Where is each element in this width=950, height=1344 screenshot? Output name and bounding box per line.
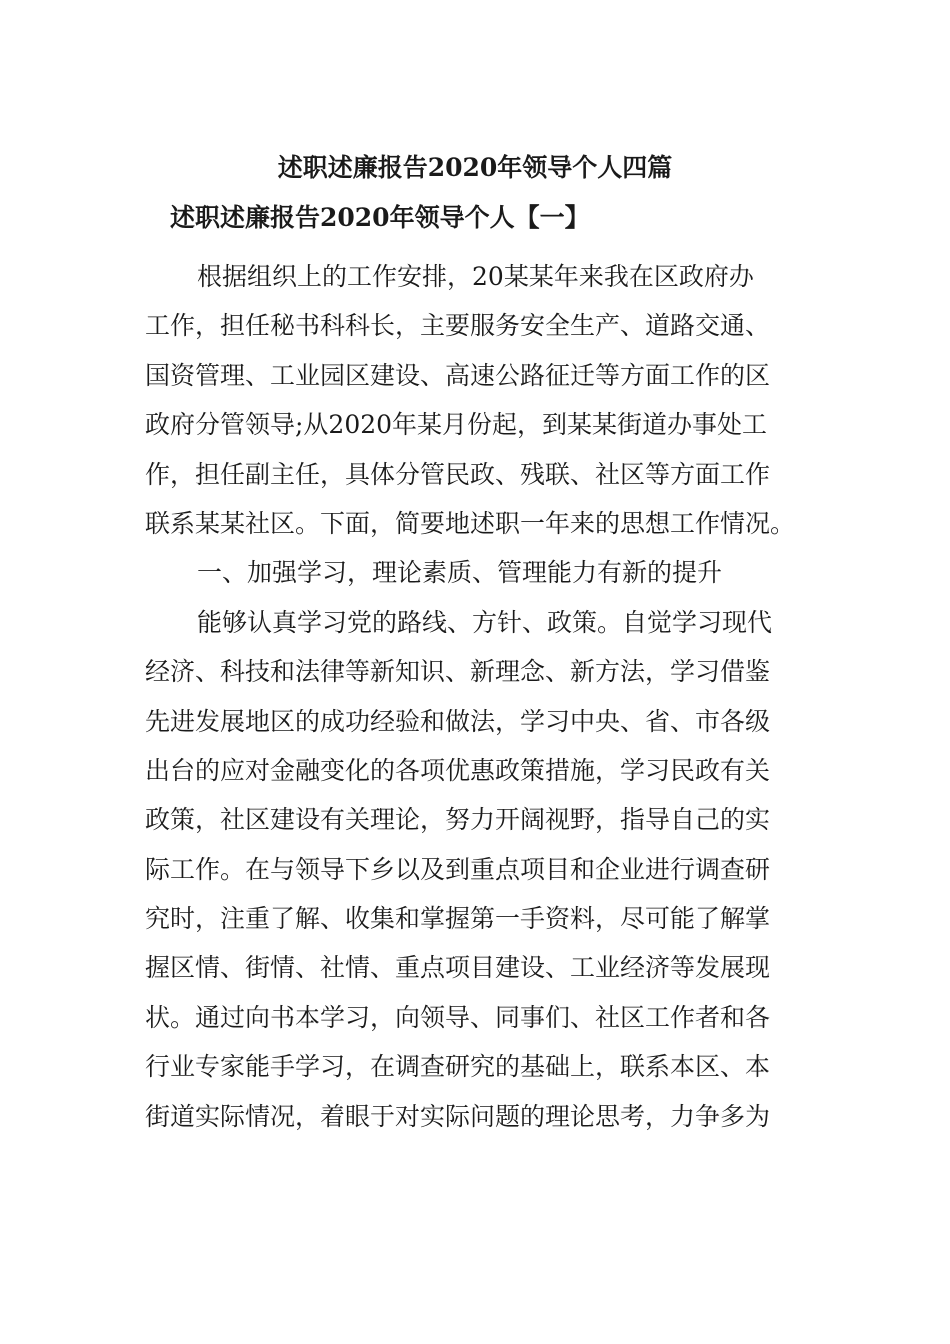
paragraph-line: 作，担任副主任，具体分管民政、残联、社区等方面工作 <box>145 459 771 489</box>
paragraph-line: 政府分管领导;从2020年某月份起，到某某街道办事处工 <box>145 410 768 440</box>
paragraph-line: 联系某某社区。下面，简要地述职一年来的思想工作情况。 <box>145 508 796 538</box>
document-title: 述职述廉报告2020年领导个人四篇 <box>277 153 673 182</box>
paragraph-line: 际工作。在与领导下乡以及到重点项目和企业进行调查研 <box>145 854 771 884</box>
paragraph-line: 究时，注重了解、收集和掌握第一手资料，尽可能了解掌 <box>145 904 771 934</box>
subsection-heading: 一、加强学习，理论素质、管理能力有新的提升 <box>197 558 723 588</box>
paragraph-line: 街道实际情况，着眼于对实际问题的理论思考，力争多为 <box>145 1101 771 1131</box>
paragraph-line: 根据组织上的工作安排，20某某年来我在区政府办 <box>197 262 754 291</box>
paragraph-line: 出台的应对金融变化的各项优惠政策措施，学习民政有关 <box>145 755 771 785</box>
paragraph-line: 经济、科技和法律等新知识、新理念、新方法，学习借鉴 <box>145 657 771 687</box>
paragraph-line: 先进发展地区的成功经验和做法，学习中央、省、市各级 <box>145 706 771 736</box>
paragraph-line: 行业专家能手学习，在调查研究的基础上，联系本区、本 <box>145 1052 771 1082</box>
paragraph-line: 握区情、街情、社情、重点项目建设、工业经济等发展现 <box>145 953 771 983</box>
section-heading: 述职述廉报告2020年领导个人【一】 <box>170 203 590 232</box>
paragraph-line: 状。通过向书本学习，向领导、同事们、社区工作者和各 <box>145 1002 771 1032</box>
document-body <box>145 252 805 1141</box>
paragraph-line: 政策，社区建设有关理论，努力开阔视野，指导自己的实 <box>145 805 771 835</box>
paragraph-line: 能够认真学习党的路线、方针、政策。自觉学习现代 <box>197 607 773 637</box>
paragraph-line: 工作，担任秘书科科长，主要服务安全生产、道路交通、 <box>145 311 771 341</box>
paragraph-line: 国资管理、工业园区建设、高速公路征迁等方面工作的区 <box>145 360 771 390</box>
